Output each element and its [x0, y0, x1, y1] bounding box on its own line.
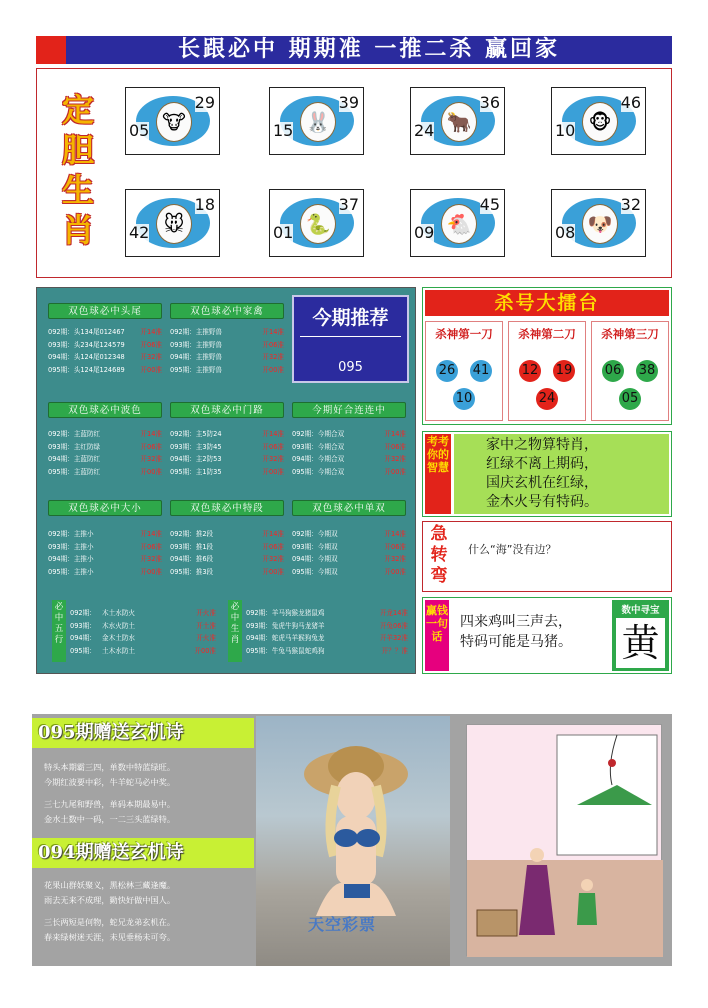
- item-text: 095期：主推小: [48, 567, 94, 576]
- recommend-issue: 095: [338, 360, 363, 375]
- list-item: [48, 441, 162, 454]
- number-ball: 19: [553, 360, 575, 382]
- item-status: 开14准: [262, 328, 284, 336]
- kill-knife-box: [591, 321, 669, 421]
- list-item: [48, 351, 162, 364]
- treasure-label: 数中寻宝: [621, 605, 660, 616]
- list-item: [48, 466, 162, 479]
- knife-label: 杀神第一刀: [435, 327, 493, 341]
- quiz-line: 金木火号有特码。: [486, 494, 598, 510]
- list-item: [48, 528, 162, 541]
- number-ball: 10: [453, 388, 475, 410]
- win-line: 特码可能是马猪。: [460, 634, 572, 650]
- zodiac-card: [551, 87, 646, 155]
- item-text: 093期：主推野兽: [170, 340, 223, 349]
- item-text: 094期： 金木土防水: [70, 634, 136, 642]
- poem-line: 花果山群妖聚义，黑松林三藏逢魔。: [44, 880, 176, 890]
- list-item: [170, 453, 284, 466]
- zodiac-number: 05: [129, 121, 150, 140]
- list-item: [48, 453, 162, 466]
- zodiac-number: 45: [479, 195, 500, 214]
- item-text: 093期： 木水火防土: [70, 621, 136, 630]
- list-item: [48, 339, 162, 352]
- list-item: [292, 541, 406, 554]
- riddle-label: 急转弯: [430, 524, 448, 586]
- item-text: 092期：主推小: [48, 530, 94, 538]
- item-text: 092期：今期合双: [292, 430, 345, 438]
- item-text: 094期：推6段: [170, 555, 214, 563]
- rat-icon: 🐭: [156, 204, 192, 244]
- toutail-header: 双色球必中头尾: [48, 303, 162, 319]
- zodiac-number: 01: [273, 223, 294, 242]
- item-status: 开00准: [262, 467, 284, 476]
- kill-knife-box: [425, 321, 503, 421]
- zodiac-number: 42: [129, 223, 150, 242]
- item-text: 092期： 木土水防火: [70, 609, 136, 617]
- item-text: 095期：主推野兽: [170, 365, 223, 374]
- item-status: 开兔06准: [379, 621, 408, 630]
- item-text: 095期：今期合双: [292, 467, 345, 476]
- item-status: 开00准: [140, 567, 162, 576]
- shengxiao-label: 必中生肖: [228, 600, 242, 662]
- list-item: [170, 553, 284, 566]
- item-text: 093期：今期合双: [292, 442, 345, 451]
- treasure-char: 黄: [616, 618, 665, 668]
- combo-header: 今期好合连连中: [292, 402, 406, 418]
- item-status: 开？？准: [381, 646, 408, 655]
- item-status: 开06准: [262, 542, 284, 551]
- zodiac-number: 39: [338, 93, 359, 112]
- item-status: 开32准: [140, 353, 162, 361]
- item-status: 开14准: [384, 430, 406, 438]
- list-item: [70, 645, 216, 658]
- watermark-logo: 天空彩票: [308, 915, 377, 934]
- item-status: 开32准: [262, 455, 284, 463]
- recommend-divider: [300, 336, 401, 337]
- zodiac-number: 46: [620, 93, 641, 112]
- item-status: 开14准: [140, 530, 162, 538]
- item-text: 095期： 土木水防土: [70, 646, 136, 655]
- item-text: 094期：今期双: [292, 555, 338, 563]
- path-list: [170, 428, 284, 478]
- zodiac-card: [410, 87, 505, 155]
- list-item: [170, 364, 284, 377]
- item-status: 开羊32准: [379, 634, 408, 642]
- number-ball: 05: [619, 388, 641, 410]
- rooster-icon: 🐔: [441, 204, 477, 244]
- poem095-title: 095期赠送玄机诗: [32, 718, 254, 748]
- item-text: 092期：推2段: [170, 530, 214, 538]
- list-item: [246, 632, 408, 645]
- kill-knife-box: [508, 321, 586, 421]
- poem095-text: [44, 760, 254, 826]
- item-status: 开06准: [384, 542, 406, 551]
- wuxing-label: 必中五行: [52, 600, 66, 662]
- item-status: 开火准: [196, 634, 216, 642]
- item-status: 开32准: [262, 353, 284, 361]
- recommend-title: 今期推荐: [312, 307, 389, 329]
- list-item: [292, 453, 406, 466]
- zodiac-number: 36: [479, 93, 500, 112]
- item-text: 093期：兔虎牛狗马龙猪羊: [246, 621, 325, 630]
- zodiac-card: [410, 189, 505, 257]
- item-text: 093期：推1段: [170, 542, 214, 551]
- quiz-text: [486, 436, 666, 512]
- header-red-block: [36, 36, 66, 64]
- cartoon-drawing: [467, 725, 663, 957]
- list-item: [292, 441, 406, 454]
- item-text: 092期：今期双: [292, 530, 338, 538]
- dog-icon: 🐶: [582, 204, 618, 244]
- zodiac-number: 09: [414, 223, 435, 242]
- poultry-list: [170, 326, 284, 376]
- wuxing-list: [70, 607, 216, 657]
- zodiac-number: 18: [194, 195, 215, 214]
- size-list: [48, 528, 162, 578]
- zodiac-number: 29: [194, 93, 215, 112]
- item-status: 开14准: [140, 328, 162, 336]
- wave-list: [48, 428, 162, 478]
- item-text: 095期：头124尾124689: [48, 365, 125, 374]
- segment-list: [170, 528, 284, 578]
- list-item: [70, 632, 216, 645]
- item-text: 093期：主3防45: [170, 442, 222, 451]
- item-status: 开00准: [140, 467, 162, 476]
- list-item: [170, 466, 284, 479]
- list-item: [292, 553, 406, 566]
- list-item: [170, 339, 284, 352]
- poem-line: 春来绿树迷天涯，未见垂杨未可夸。: [44, 931, 176, 942]
- item-text: 095期：今期双: [292, 567, 338, 576]
- win-label: 赢钱一句话: [425, 600, 449, 671]
- list-item: [48, 326, 162, 339]
- list-item: [246, 620, 408, 633]
- poem-line: 雨去无来不成理，勤快好做中国人。: [44, 894, 176, 905]
- item-status: 开14准: [140, 430, 162, 438]
- item-status: 开32准: [384, 455, 406, 463]
- item-status: 开32准: [384, 555, 406, 563]
- list-item: [170, 351, 284, 364]
- list-item: [170, 326, 284, 339]
- list-item: [48, 541, 162, 554]
- list-item: [246, 607, 408, 620]
- item-text: 094期：主2防53: [170, 455, 222, 463]
- item-text: 095期：推3段: [170, 567, 214, 576]
- list-item: [48, 553, 162, 566]
- item-status: 开00准: [384, 567, 406, 576]
- number-ball: 26: [436, 360, 458, 382]
- snake-icon: 🐍: [300, 204, 336, 244]
- zodiac-card: [269, 87, 364, 155]
- item-text: 093期：头234尾124579: [48, 340, 125, 349]
- item-status: 开龙14准: [379, 609, 408, 617]
- number-ball: 12: [519, 360, 541, 382]
- zodiac-title: 定胆生肖: [61, 91, 94, 249]
- zodiac-number: 10: [555, 121, 576, 140]
- item-text: 092期：主5防24: [170, 430, 222, 438]
- item-status: 开06准: [140, 542, 162, 551]
- shengxiao-list: [246, 607, 408, 657]
- item-text: 093期：主红防绿: [48, 442, 101, 451]
- item-status: 开06准: [140, 442, 162, 451]
- poem-line: 今期红波要中彩，牛羊蛇马必中奖。: [44, 776, 176, 787]
- item-status: 开00准: [262, 567, 284, 576]
- list-item: [48, 364, 162, 377]
- item-text: 094期：主蓝防红: [48, 455, 101, 463]
- page-title: 长跟必中 期期准 一推二杀 赢回家: [66, 36, 672, 64]
- ox-icon: 🐂: [441, 102, 477, 142]
- segment-header: 双色球必中特段: [170, 500, 284, 516]
- zodiac-card: [269, 189, 364, 257]
- number-ball: 38: [636, 360, 658, 382]
- list-item: [292, 466, 406, 479]
- item-status: 开土准: [196, 621, 216, 630]
- item-status: 开06准: [262, 442, 284, 451]
- monkey-icon: 🐵: [582, 102, 618, 142]
- knife-label: 杀神第三刀: [601, 327, 659, 341]
- win-line: 四来鸡叫三声去，: [460, 614, 572, 630]
- list-item: [48, 428, 162, 441]
- list-item: [246, 645, 408, 658]
- size-header: 双色球必中大小: [48, 500, 162, 516]
- item-status: 开06准: [262, 340, 284, 349]
- item-status: 开14准: [384, 530, 406, 538]
- zodiac-number: 24: [414, 121, 435, 140]
- item-status: 开14准: [262, 430, 284, 438]
- poem-line: 金水土数中一码，一二三头蓝绿特。: [44, 813, 176, 824]
- number-ball: 41: [470, 360, 492, 382]
- item-text: 092期：主推野兽: [170, 328, 223, 336]
- list-item: [48, 566, 162, 579]
- poem-line: 三七九尾和野兽，单码本期最易中。: [44, 799, 176, 809]
- item-text: 095期：牛兔马猴鼠蛇鸡狗: [246, 646, 325, 655]
- item-text: 094期：今期合双: [292, 455, 345, 463]
- item-text: 092期：羊马狗猴龙猪鼠鸡: [246, 609, 325, 617]
- knife-label: 杀神第二刀: [518, 327, 576, 341]
- list-item: [170, 541, 284, 554]
- zodiac-number: 08: [555, 223, 576, 242]
- rabbit-icon: 🐰: [300, 102, 336, 142]
- poem-line: 三长两短是何物，蛇兄龙弟玄机在。: [44, 917, 176, 927]
- item-status: 开00准: [384, 467, 406, 476]
- item-status: 开06准: [384, 442, 406, 451]
- zodiac-number: 15: [273, 121, 294, 140]
- riddle-text: 什么“海”没有边？: [468, 543, 557, 556]
- list-item: [170, 428, 284, 441]
- number-ball: 06: [602, 360, 624, 382]
- zodiac-card: [125, 87, 220, 155]
- combo-list: [292, 428, 406, 478]
- item-status: 开32准: [140, 555, 162, 563]
- list-item: [292, 566, 406, 579]
- cow-icon: 🐮: [156, 102, 192, 142]
- item-text: 095期：主蓝防红: [48, 467, 101, 476]
- quiz-line: 家中之物算特肖，: [486, 437, 598, 453]
- win-text: [460, 612, 610, 652]
- zodiac-number: 37: [338, 195, 359, 214]
- zodiac-card: [125, 189, 220, 257]
- list-item: [170, 566, 284, 579]
- cartoon-illustration: [466, 724, 662, 956]
- list-item: [70, 620, 216, 633]
- poem-line: 特头本期霸三四，单数中特蓝绿旺。: [44, 762, 176, 772]
- wave-header: 双色球必中波色: [48, 402, 162, 418]
- item-status: 开32准: [262, 555, 284, 563]
- list-item: [292, 428, 406, 441]
- list-item: [70, 607, 216, 620]
- list-item: [292, 528, 406, 541]
- quiz-line: 国庆玄机在红绿，: [486, 475, 598, 491]
- poem094-text: [44, 878, 254, 944]
- item-status: 开火准: [196, 609, 216, 617]
- poem094-title: 094期赠送玄机诗: [32, 838, 254, 868]
- path-header: 双色球必中门路: [170, 402, 284, 418]
- zodiac-card: [551, 189, 646, 257]
- item-status: 开00准: [194, 646, 216, 655]
- zodiac-number: 32: [620, 195, 641, 214]
- toutail-list: [48, 326, 162, 376]
- poultry-header: 双色球必中家禽: [170, 303, 284, 319]
- item-text: 094期：蛇虎马羊猴狗兔龙: [246, 634, 325, 642]
- item-status: 开00准: [262, 365, 284, 374]
- list-item: [170, 528, 284, 541]
- item-text: 095期：主1防35: [170, 467, 222, 476]
- item-status: 开00准: [140, 365, 162, 374]
- number-ball: 24: [536, 388, 558, 410]
- kill-number-title: 杀号大擂台: [425, 290, 669, 316]
- item-text: 093期：主推小: [48, 542, 94, 551]
- quiz-label: 考考你的智慧: [425, 434, 451, 514]
- item-text: 092期：头134尾012467: [48, 328, 125, 336]
- item-text: 094期：头124尾012348: [48, 353, 125, 361]
- item-text: 094期：主推小: [48, 555, 94, 563]
- item-status: 开06准: [140, 340, 162, 349]
- item-text: 093期：今期双: [292, 542, 338, 551]
- oddeven-header: 双色球必中单双: [292, 500, 406, 516]
- item-status: 开32准: [140, 455, 162, 463]
- item-status: 开14准: [262, 530, 284, 538]
- item-text: 092期：主蓝防红: [48, 430, 101, 438]
- list-item: [170, 441, 284, 454]
- quiz-line: 红绿不离上期码，: [486, 456, 598, 472]
- item-text: 094期：主推野兽: [170, 353, 223, 361]
- oddeven-list: [292, 528, 406, 578]
